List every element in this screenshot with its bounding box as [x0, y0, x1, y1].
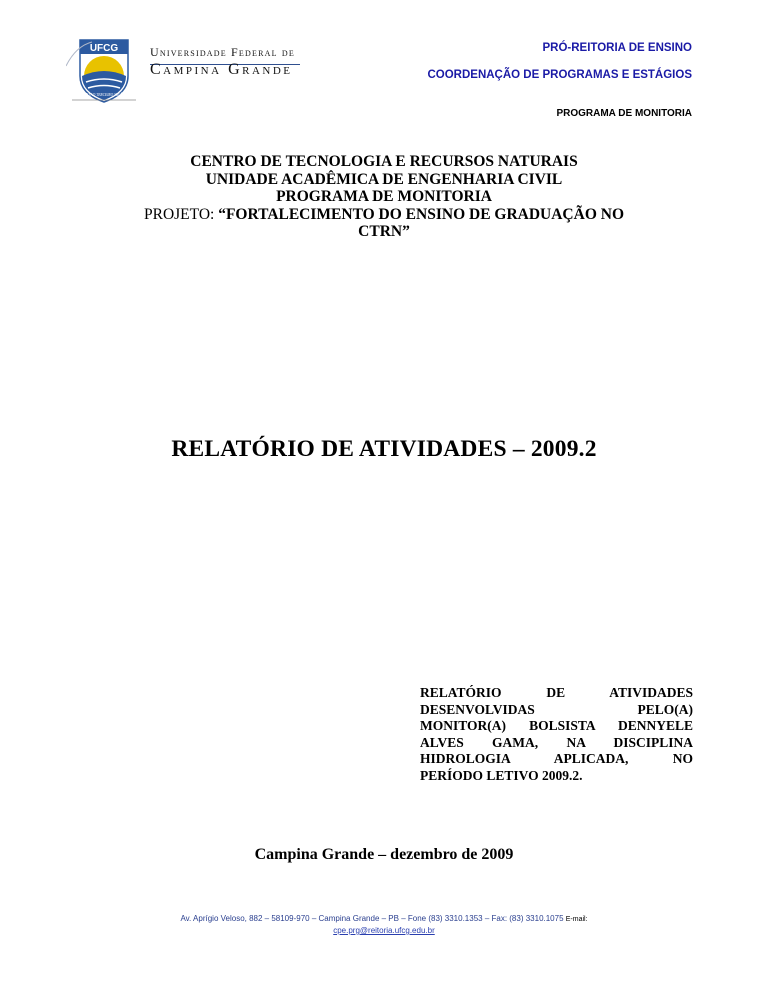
institution-line1: CENTRO DE TECNOLOGIA E RECURSOS NATURAIS: [190, 153, 578, 170]
report-summary: [420, 685, 693, 784]
summary-line: DESENVOLVIDAS PELO(A): [420, 701, 693, 717]
institution-block: [0, 153, 768, 241]
summary-line: MONITOR(A) BOLSISTA DENNYELE: [420, 718, 693, 733]
footer-address-text: Av. Aprígio Veloso, 882 – 58109-970 – Campina Grande – PB – Fone (83) 3310.1353 – Fax: (83) 3310.1075: [180, 914, 564, 923]
footer-email-link[interactable]: cpe.prg@reitoria.ufcg.edu.br: [333, 926, 435, 935]
project-prefix: PROJETO:: [143, 205, 215, 223]
project-title-part1: “FORTALECIMENTO DO ENSINO DE GRADUAÇÃO NO: [218, 205, 624, 223]
place-date: Campina Grande – dezembro de 2009: [254, 846, 514, 863]
summary-line: ALVES GAMA, NA DISCIPLINA: [420, 734, 693, 750]
summary-line: HIDROLOGIA APLICADA, NO: [420, 751, 693, 766]
emblem-text: UFCG: [89, 43, 119, 54]
summary-line: RELATÓRIO DE ATIVIDADES: [420, 685, 693, 700]
footer-address: [0, 914, 768, 923]
footer-email-label: E-mail:: [565, 916, 588, 923]
dept-line1: PRÓ-REITORIA DE ENSINO: [542, 42, 692, 54]
institution-line2: UNIDADE ACADÊMICA DE ENGENHARIA CIVIL: [205, 170, 563, 188]
university-name-line2: Campina Grande: [150, 61, 293, 78]
project-title-part2: CTRN”: [358, 223, 410, 240]
emblem-motto: RUMO AO TERCEIRO MILÊNIO: [79, 93, 129, 97]
project-line1: [0, 206, 768, 224]
dept-line2: COORDENAÇÃO DE PROGRAMAS E ESTÁGIOS: [427, 69, 692, 81]
ufcg-emblem-icon: [66, 36, 146, 106]
summary-line: PERÍODO LETIVO 2009.2.: [420, 767, 583, 783]
report-title: RELATÓRIO DE ATIVIDADES – 2009.2: [171, 436, 597, 462]
program-label: PROGRAMA DE MONITORIA: [556, 108, 692, 119]
university-logo: [66, 36, 296, 106]
institution-line3: PROGRAMA DE MONITORIA: [276, 188, 492, 205]
university-name-line1: Universidade Federal de: [150, 45, 295, 59]
